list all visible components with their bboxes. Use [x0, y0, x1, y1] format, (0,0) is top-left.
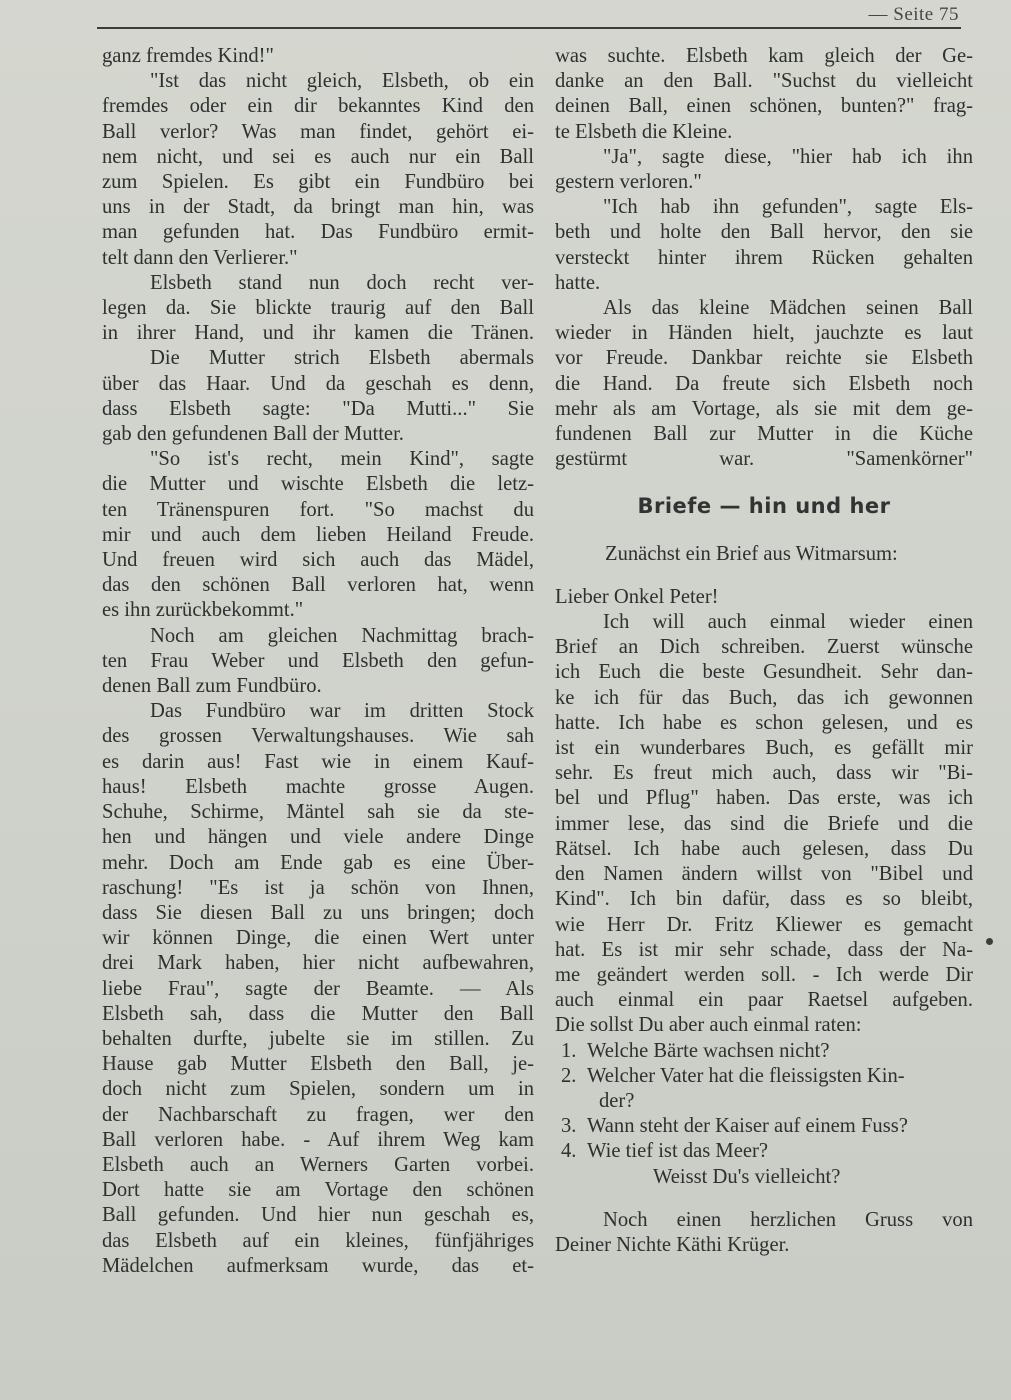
riddle-text: Wann steht der Kaiser auf einem Fuss? — [587, 1115, 908, 1138]
letter-line: Lieber Onkel Peter! — [555, 585, 719, 608]
left-column — [102, 44, 534, 1279]
text-line: "Ist das nicht gleich, Elsbeth, ob ein — [150, 70, 534, 93]
text-line: was suchte. Elsbeth kam gleich der Ge- — [555, 45, 973, 67]
text-line: über das Haar. Und da geschah es denn, — [102, 372, 534, 395]
text-line: Mädelchen aufmerksam wurde, das et- — [102, 1254, 534, 1277]
text-line: hatte. — [555, 271, 601, 294]
text-line: nem nicht, und sei es auch nur ein Ball — [102, 145, 534, 168]
riddle-list — [555, 1039, 973, 1165]
text-line: Ball gefunden. Und hier nun geschah es, — [102, 1204, 534, 1227]
riddle-number: 1. — [561, 1039, 577, 1062]
riddle-number: 2. — [561, 1064, 577, 1087]
text-line: denen Ball zum Fundbüro. — [102, 675, 322, 698]
text-line: die Mutter und wischte Elsbeth die letz- — [102, 473, 534, 496]
text-line: gestürmt war. "Samenkörner" — [555, 448, 973, 471]
riddle-text: der? — [599, 1089, 635, 1112]
letter-line: ke ich für das Buch, das ich gewonnen — [555, 686, 973, 709]
text-line: das Elsbeth auf ein kleines, fünfjähriges — [102, 1229, 534, 1252]
riddle-item — [555, 1089, 973, 1114]
page-number: — Seite 75 — [868, 4, 959, 25]
letter-line: wie Herr Dr. Fritz Kliewer es gemacht — [555, 913, 973, 936]
text-line: "Ja", sagte diese, "hier hab ich ihn — [603, 145, 973, 168]
text-line: legen da. Sie blickte traurig auf den Ball — [102, 297, 534, 320]
text-line: versteckt hinter ihrem Rücken gehalten — [555, 246, 973, 269]
riddle-number: 3. — [561, 1115, 577, 1138]
text-line: des grossen Verwaltungshauses. Wie sah — [102, 725, 534, 748]
text-line: es ihn zurückbekommt." — [102, 599, 304, 622]
text-line: das den schönen Ball verloren hat, wenn — [102, 574, 534, 597]
text-line: dass Sie diesen Ball zu uns bringen; doch — [102, 901, 534, 924]
text-line: wir können Dinge, die einen Wert unter — [102, 927, 534, 950]
text-line: te Elsbeth die Kleine. — [555, 120, 733, 143]
text-line: liebe Frau", sagte der Beamte. — Als — [102, 977, 534, 1000]
text-line: Ball verlor? Was man findet, gehört ei- — [102, 120, 534, 143]
text-line: man gefunden hat. Das Fundbüro ermit- — [102, 221, 534, 244]
text-line: drei Mark haben, hier nicht aufbewahren, — [102, 952, 534, 975]
greeting-line: Noch einen herzlichen Gruss von — [603, 1208, 973, 1231]
riddle-item — [555, 1114, 973, 1139]
story-continuation — [555, 44, 973, 472]
riddle-item — [555, 1139, 973, 1164]
riddle-text: Welche Bärte wachsen nicht? — [587, 1039, 830, 1062]
right-column — [555, 44, 973, 1258]
text-line: Hause gab Mutter Elsbeth den Ball, je- — [102, 1053, 534, 1076]
text-line: fremdes oder ein dir bekanntes Kind den — [102, 95, 534, 118]
letter-line: auch einmal ein paar Raetsel aufgeben. — [555, 989, 973, 1012]
text-line: hen und hängen und viele andere Dinge — [102, 826, 534, 849]
letter-line: Kind". Ich bin dafür, dass es so bleibt, — [555, 888, 973, 911]
text-line: ten Frau Weber und Elsbeth den gefun- — [102, 649, 534, 672]
text-line: Elsbeth sah, dass die Mutter den Ball — [102, 1002, 534, 1025]
text-line: Schuhe, Schirme, Mäntel sah sie da ste- — [102, 801, 534, 824]
text-line: Dort hatte sie am Vortage den schönen — [102, 1179, 534, 1202]
letter-line: me geändert werden soll. - Ich werde Dir — [555, 963, 973, 986]
text-line: vor Freude. Dankbar reichte sie Elsbeth — [555, 347, 973, 370]
text-line: Und freuen wird sich auch das Mädel, — [102, 549, 534, 572]
text-line: "So ist's recht, mein Kind", sagte — [150, 448, 534, 471]
letter-line: ich Euch die beste Gesundheit. Sehr dan- — [555, 661, 973, 684]
letter-body — [555, 585, 973, 1039]
riddle-item — [555, 1064, 973, 1089]
letter-line: immer lese, das sind die Briefe und die — [555, 812, 973, 835]
text-line: "Ich hab ihn gefunden", sagte Els- — [603, 196, 973, 219]
riddle-number: 4. — [561, 1140, 577, 1163]
letter-line: hat. Es ist mir sehr schade, dass der Na- — [555, 938, 973, 961]
text-line: Ball verloren habe. - Auf ihrem Weg kam — [102, 1128, 534, 1151]
text-line: Elsbeth auch an Werners Garten vorbei. — [102, 1153, 534, 1176]
letter-line: Die sollst Du aber auch einmal raten: — [555, 1014, 862, 1037]
text-line: doch nicht zum Spielen, sondern um in — [102, 1078, 534, 1101]
text-line: uns in der Stadt, da bringt man hin, was — [102, 196, 534, 219]
letter-line: Ich will auch einmal wieder einen — [603, 611, 973, 634]
text-line: zum Spielen. Es gibt ein Fundbüro bei — [102, 171, 534, 194]
text-line: Elsbeth stand nun doch recht ver- — [150, 271, 534, 294]
text-line: es darin aus! Fast wie in einem Kauf- — [102, 750, 534, 773]
text-line: Noch am gleichen Nachmittag brach- — [150, 624, 534, 647]
text-line: mehr als am Vortage, als sie mit dem ge- — [555, 397, 973, 420]
text-line: beth und holte den Ball hervor, den sie — [555, 221, 973, 244]
letter-line: hatte. Ich habe es schon gelesen, und es — [555, 711, 973, 734]
text-line: danke an den Ball. "Suchst du vielleicht — [555, 70, 973, 93]
letter-line: ist ein wunderbares Buch, es gefällt mir — [555, 737, 973, 760]
section-heading: Briefe — hin und her — [637, 494, 891, 519]
text-line: ten Tränenspuren fort. "So machst du — [102, 498, 534, 521]
text-line: raschung! "Es ist ja schön von Ihnen, — [102, 876, 534, 899]
text-line: haus! Elsbeth machte grosse Augen. — [102, 775, 534, 798]
margin-dot — [986, 938, 993, 945]
letter-line: den Namen ändern willst von "Bibel und — [555, 863, 973, 886]
text-line: wieder in Händen hielt, jauchzte es laut — [555, 322, 973, 345]
text-line: ganz fremdes Kind!" — [102, 45, 274, 67]
text-line: gestern verloren." — [555, 171, 702, 194]
riddle-closing: Weisst Du's vielleicht? — [653, 1165, 841, 1188]
text-line: in ihrer Hand, und ihr kamen die Tränen. — [102, 322, 534, 345]
text-line: der Nachbarschaft zu fragen, wer den — [102, 1103, 534, 1126]
text-line: Das Fundbüro war im dritten Stock — [150, 700, 534, 723]
letter-line: Brief an Dich schreiben. Zuerst wünsche — [555, 636, 973, 659]
text-line: fundenen Ball zur Mutter in die Küche — [555, 423, 973, 446]
greeting-line: Deiner Nichte Käthi Krüger. — [555, 1233, 790, 1256]
text-line: mehr. Doch am Ende gab es eine Über- — [102, 851, 534, 874]
riddle-text: Welcher Vater hat die fleissigsten Kin- — [587, 1064, 905, 1087]
text-line: gab den gefundenen Ball der Mutter. — [102, 423, 404, 446]
letter-line: bel und Pflug" haben. Das erste, was ich — [555, 787, 973, 810]
letter-greeting — [555, 1208, 973, 1258]
riddle-text: Wie tief ist das Meer? — [587, 1140, 769, 1163]
text-line: deinen Ball, einen schönen, bunten?" frag- — [555, 95, 973, 118]
text-line: behalten durfte, jubelte sie im stillen. Zu — [102, 1027, 534, 1050]
text-line: telt dann den Verlierer." — [102, 246, 298, 269]
text-line: Als das kleine Mädchen seinen Ball — [603, 297, 973, 320]
header-rule — [97, 27, 961, 29]
text-line: mir und auch dem lieben Heiland Freude. — [102, 523, 534, 546]
text-line: die Hand. Da freute sich Elsbeth noch — [555, 372, 973, 395]
riddle-item — [555, 1039, 973, 1064]
letter-line: sehr. Es freut mich auch, dass wir "Bi- — [555, 762, 973, 785]
letter-intro: Zunächst ein Brief aus Witmarsum: — [605, 542, 898, 565]
letter-line: Rätsel. Ich habe auch gelesen, dass Du — [555, 837, 973, 860]
text-line: Die Mutter strich Elsbeth abermals — [150, 347, 534, 370]
text-line: dass Elsbeth sagte: "Da Mutti..." Sie — [102, 397, 534, 420]
